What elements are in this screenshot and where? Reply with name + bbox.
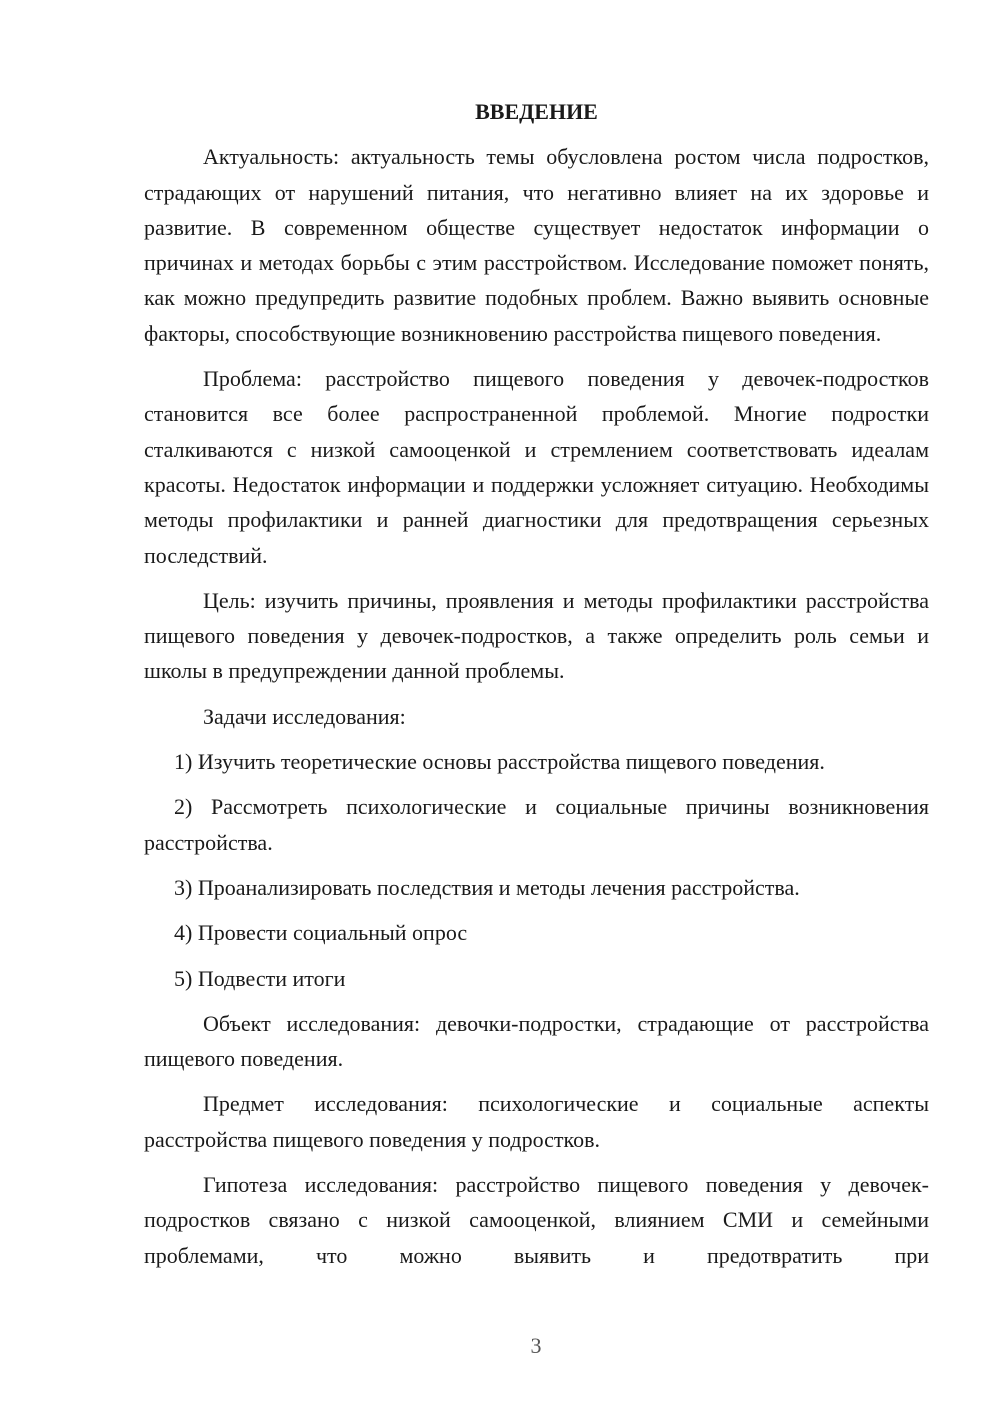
task-item-4: 4) Провести социальный опрос <box>174 920 468 946</box>
paragraph-relevance: Актуальность: актуальность темы обусловлена ростом числа подростков, страдающих от нарушений питания, что негативно влияет на их здоровье и развитие. В современном обществе существует недостаток информации о причинах и методах борьбы с этим расстройством. Исследование поможет понять, как можно предупредить развитие подобных проблем. Важно выявить основные факторы, способствующие возникновению расстройства пищевого поведения. <box>144 144 929 346</box>
document-body <box>144 94 929 1283</box>
task-item-5: 5) Подвести итоги <box>174 965 346 991</box>
task-item-1: 1) Изучить теоретические основы расстройства пищевого поведения. <box>174 749 825 775</box>
tasks-title: Задачи исследования: <box>203 703 406 729</box>
paragraph-subject: Предмет исследования: психологические и социальные аспекты расстройства пищевого поведения у подростков. <box>144 1091 929 1152</box>
section-heading: ВВЕДЕНИЕ <box>475 99 598 124</box>
page-number: 3 <box>530 1333 542 1358</box>
paragraph-hypothesis: Гипотеза исследования: расстройство пищевого поведения у девочек-подростков связано с низкой самооценкой, влиянием СМИ и семейными проблемами, что можно выявить и предотвратить при <box>144 1172 929 1268</box>
task-item-2: 2) Рассмотреть психологические и социальные причины возникновения расстройства. <box>144 794 929 855</box>
task-item-3: 3) Проанализировать последствия и методы лечения расстройства. <box>174 874 800 900</box>
paragraph-goal: Цель: изучить причины, проявления и методы профилактики расстройства пищевого поведения у девочек-подростков, а также определить роль семьи и школы в предупреждении данной проблемы. <box>144 587 929 684</box>
paragraph-object: Объект исследования: девочки-подростки, страдающие от расстройства пищевого поведения. <box>144 1010 929 1072</box>
paragraph-problem: Проблема: расстройство пищевого поведения у девочек-подростков становится все более распространенной проблемой. Многие подростки сталкиваются с низкой самооценкой и стремлением соответствовать идеалам красоты. Недостаток информации и поддержки усложняет ситуацию. Необходимы методы профилактики и ранней диагностики для предотвращения серьезных последствий. <box>144 366 929 568</box>
